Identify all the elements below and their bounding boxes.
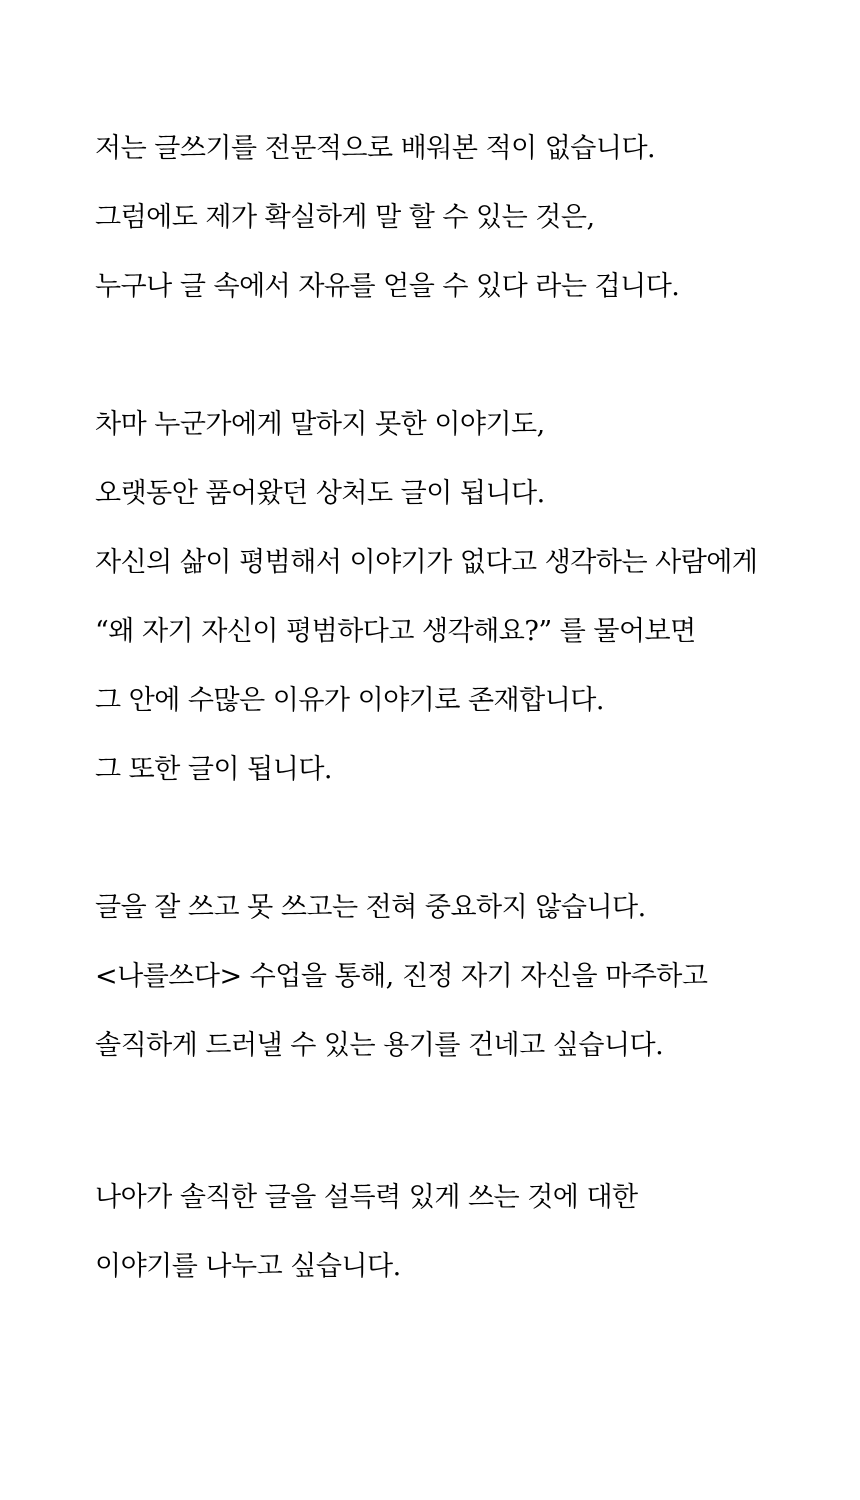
paragraph-2 <box>95 390 820 804</box>
text-line: 이야기를 나누고 싶습니다. <box>95 1251 401 1282</box>
text-line: 그 안에 수많은 이유가 이야기로 존재합니다. <box>95 685 604 716</box>
text-line: 나아가 솔직한 글을 설득력 있게 쓰는 것에 대한 <box>95 1182 638 1213</box>
document-content <box>95 114 820 1301</box>
text-line: 저는 글쓰기를 전문적으로 배워본 적이 없습니다. <box>95 133 656 164</box>
text-line: 그럼에도 제가 확실하게 말 할 수 있는 것은, <box>95 202 595 233</box>
paragraph-1 <box>95 114 820 321</box>
text-line: 누구나 글 속에서 자유를 얻을 수 있다 라는 겁니다. <box>95 271 680 302</box>
text-line: 오랫동안 품어왔던 상처도 글이 됩니다. <box>95 478 545 509</box>
text-line: 솔직하게 드러낼 수 있는 용기를 건네고 싶습니다. <box>95 1030 664 1061</box>
paragraph-4 <box>95 1149 820 1301</box>
text-line: <나를쓰다> 수업을 통해, 진정 자기 자신을 마주하고 <box>95 961 708 992</box>
paragraph-3 <box>95 873 820 1080</box>
text-line: 글을 잘 쓰고 못 쓰고는 전혀 중요하지 않습니다. <box>95 892 646 923</box>
text-line: 자신의 삶이 평범해서 이야기가 없다고 생각하는 사람에게 <box>95 547 758 578</box>
text-line: 차마 누군가에게 말하지 못한 이야기도, <box>95 409 545 440</box>
text-line: 그 또한 글이 됩니다. <box>95 754 332 785</box>
text-line: “왜 자기 자신이 평범하다고 생각해요?” 를 물어보면 <box>95 616 696 647</box>
